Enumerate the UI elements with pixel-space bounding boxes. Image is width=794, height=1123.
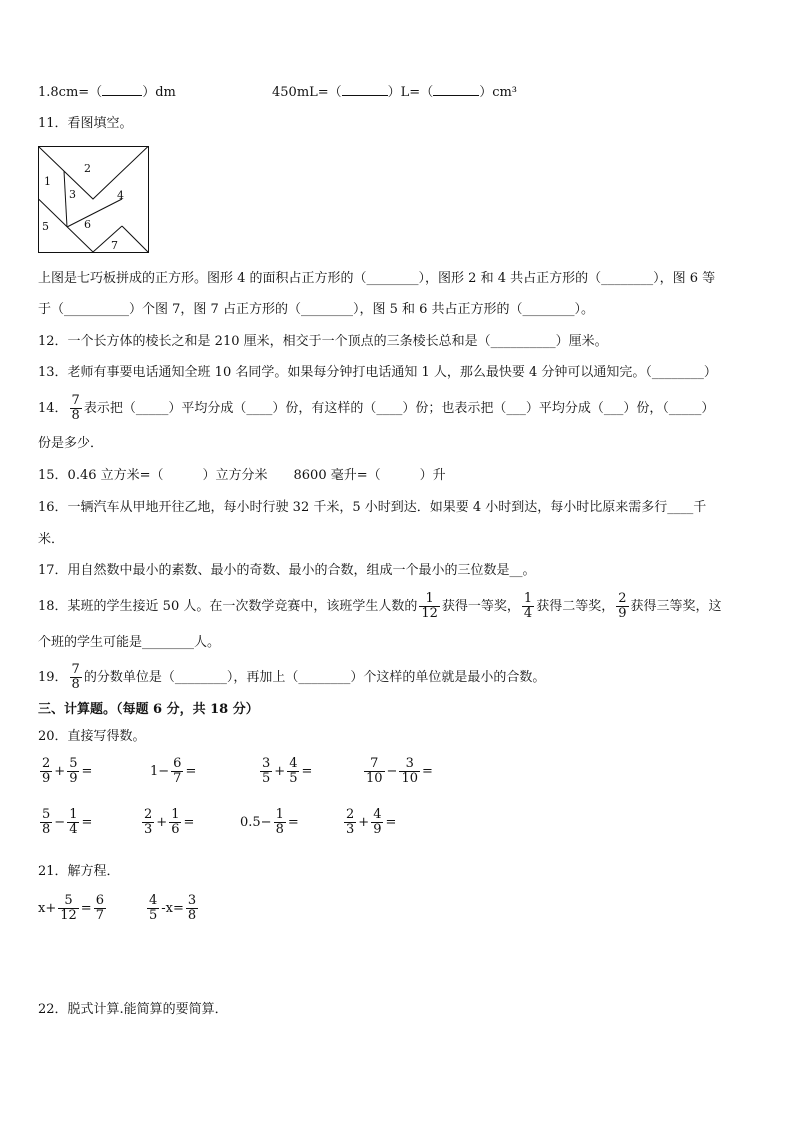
q11-line-2: 于（__________）个图 7，图 7 占正方形的（________），图 5 和 6 共占正方形的（________）。 [38, 302, 595, 317]
fraction: $\frac{5}{8}$ [42, 807, 51, 837]
fraction: $\frac{7}{8}$ [71, 662, 80, 692]
expression-item: $\frac{2}{9}$ + $\frac{5}{9}$ = [42, 756, 93, 786]
equation-1: x+ $\frac{5}{12}$ = $\frac{6}{7}$ [38, 893, 104, 923]
q11-title: 11．看图填空。 [38, 116, 133, 131]
expression-item: $\frac{5}{8}$ − $\frac{1}{4}$ = [42, 807, 93, 837]
q11-line-1: 上图是七巧板拼成的正方形。图形 4 的面积占正方形的（________），图形 2 和 4 共占正方形的（________），图 6 等 [38, 271, 716, 286]
fraction: $\frac{6}{7}$ [173, 756, 182, 786]
fraction: $\frac{1}{6}$ [171, 807, 180, 837]
fraction: $\frac{1}{8}$ [275, 807, 284, 837]
q13-question: 13．老师有事要电话通知全班 10 名同学。如果每分钟打电话通知 1 人，那么最快要 4 分钟可以通知完。（________） [38, 365, 717, 380]
q21-title: 21．解方程． [38, 864, 120, 879]
expression-item: $\frac{2}{3}$ + $\frac{1}{6}$ = [144, 807, 195, 837]
q19-question: 19． $\frac{7}{8}$ 的分数单位是（________），再加上（________）个这样的单位就是最小的合数。 [38, 662, 546, 692]
q22-question: 22．脱式计算.能简算的要简算． [38, 1002, 228, 1017]
tangram-label: 2 [84, 162, 91, 175]
tangram-label: 4 [117, 189, 124, 202]
tangram-label: 5 [42, 220, 49, 233]
equation-2: $\frac{4}{5}$ -x= $\frac{3}{8}$ [149, 893, 197, 923]
fraction: $\frac{2}{9}$ [42, 756, 51, 786]
fraction: $\frac{5}{12}$ [60, 893, 77, 923]
answer-blank[interactable] [102, 83, 142, 96]
fraction: $\frac{4}{9}$ [373, 807, 382, 837]
fraction: $\frac{3}{8}$ [187, 893, 197, 923]
fraction: $\frac{3}{10}$ [401, 756, 418, 786]
q17-question: 17．用自然数中最小的素数、最小的奇数、最小的合数，组成一个最小的三位数是__。 [38, 563, 536, 578]
answer-blank[interactable] [342, 83, 388, 96]
tangram-figure [38, 146, 150, 254]
q16-line-2: 米． [38, 532, 65, 547]
q14-line-2: 份是多少． [38, 436, 104, 451]
q12-question: 12．一个长方体的棱长之和是 210 厘米，相交于一个顶点的三条棱长总和是（__________）厘米。 [38, 334, 608, 349]
expression-item: 1− $\frac{6}{7}$ = [150, 756, 197, 786]
expression-item: $\frac{3}{5}$ + $\frac{4}{5}$ = [262, 756, 313, 786]
q18-question: 18．某班的学生接近 50 人。在一次数学竞赛中，该班学生人数的 $\frac{1}{12}$ 获得一等奖， $\frac{1}{4}$ 获得二等奖， $\frac{2}{9}$ 获得三等奖，这 [38, 591, 722, 621]
fraction: $\frac{1}{4}$ [523, 591, 533, 621]
q16-line-1: 16．一辆汽车从甲地开往乙地，每小时行驶 32 千米，5 小时到达．如果要 4 小时到达，每小时比原来需多行____千 [38, 500, 707, 515]
fraction: $\frac{4}{5}$ [149, 893, 158, 923]
fraction: $\frac{7}{8}$ [71, 393, 80, 423]
tangram-label: 1 [44, 175, 51, 188]
q10-unit-conversion-2: 450mL=（ ）L=（ ）cm³ [272, 85, 518, 100]
tangram-label: 3 [69, 188, 76, 201]
q15-question: 15．0.46 立方米=（ ）立方分米 8600 毫升=（ ）升 [38, 468, 446, 483]
tangram-label: 6 [84, 218, 91, 231]
fraction: $\frac{7}{10}$ [366, 756, 383, 786]
fraction: $\frac{5}{9}$ [69, 756, 78, 786]
expression-item: $\frac{7}{10}$ − $\frac{3}{10}$ = [366, 756, 433, 786]
q20-title: 20．直接写得数。 [38, 729, 146, 744]
fraction: $\frac{4}{5}$ [289, 756, 298, 786]
fraction: $\frac{1}{12}$ [421, 591, 438, 621]
tangram-label: 7 [111, 239, 118, 252]
fraction: $\frac{2}{3}$ [346, 807, 355, 837]
answer-blank[interactable] [433, 83, 479, 96]
q10-unit-conversion-1: 1.8cm=（ ）dm [38, 85, 176, 100]
expression-item: $\frac{2}{3}$ + $\frac{4}{9}$ = [346, 807, 397, 837]
fraction: $\frac{1}{4}$ [69, 807, 78, 837]
q18-line-2: 个班的学生可能是________人。 [38, 635, 221, 650]
expression-item: 0.5− $\frac{1}{8}$ = [240, 807, 299, 837]
fraction: $\frac{3}{5}$ [262, 756, 271, 786]
section-heading: 三、计算题。（每题 6 分，共 18 分） [38, 702, 259, 717]
q14-question: 14． $\frac{7}{8}$ 表示把（_____）平均分成（____）份，有这样的（____）份；也表示把（___）平均分成（___）份，（_____） [38, 393, 715, 423]
fraction: $\frac{2}{3}$ [144, 807, 153, 837]
fraction: $\frac{2}{9}$ [618, 591, 627, 621]
fraction: $\frac{6}{7}$ [95, 893, 104, 923]
